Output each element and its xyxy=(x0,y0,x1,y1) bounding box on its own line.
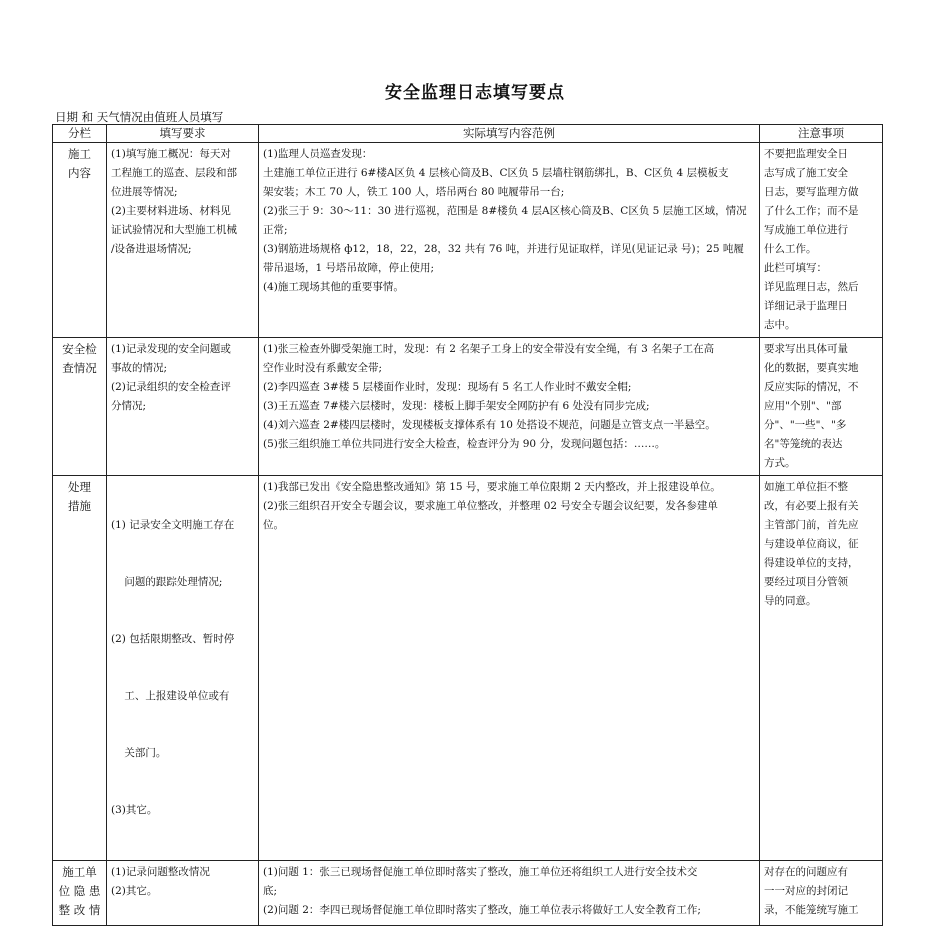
notes-cell xyxy=(760,476,883,861)
requirement-line: 关部门。 xyxy=(111,747,167,759)
note-line: 志写成了施工安全 xyxy=(764,167,848,179)
table-row xyxy=(53,143,883,338)
table-row xyxy=(53,338,883,476)
example-line: 底; xyxy=(263,885,278,897)
note-line: 反应实际的情况，不 xyxy=(764,381,859,393)
note-line: 名"等笼统的表达 xyxy=(764,438,843,450)
requirement-line: 问题的跟踪处理情况; xyxy=(111,576,223,588)
note-line: 要经过项目分管领 xyxy=(764,576,848,588)
example-line: (5)张三组织施工单位共同进行安全大检查，检查评分为 90 分，发现问题包括：……。 xyxy=(263,438,666,450)
example-line: (4)施工现场其他的重要事情。 xyxy=(263,281,404,293)
note-line: 改，有必要上报有关 xyxy=(764,500,859,512)
header-notes: 注意事项 xyxy=(760,125,883,143)
requirement-line: (1)记录发现的安全问题或 xyxy=(111,343,231,355)
requirement-line: (1) 记录安全文明施工存在 xyxy=(111,519,235,531)
document-subtitle: 日期 和 天气情况由值班人员填写 xyxy=(55,110,224,124)
note-line: 此栏可填写： xyxy=(764,262,827,274)
table-row xyxy=(53,861,883,926)
requirement-line: 分情况; xyxy=(111,400,147,412)
note-line: 详细记录于监理日 xyxy=(764,300,848,312)
note-line: 导的同意。 xyxy=(764,595,817,607)
table-header-row xyxy=(53,125,883,143)
requirement-line: 工、上报建设单位或有 xyxy=(111,690,230,702)
example-line: 正常; xyxy=(263,224,288,236)
category-text: 施工 xyxy=(68,147,91,161)
note-line: 对存在的问题应有 xyxy=(764,866,848,878)
note-line: 志中。 xyxy=(764,319,796,331)
example-line: 带吊退场，1 号塔吊故障，停止使用; xyxy=(263,262,435,274)
example-line: 架安装；木工 70 人，铁工 100 人，塔吊两台 80 吨履带吊一台; xyxy=(263,186,565,198)
category-text: 处理 xyxy=(68,480,91,494)
requirement-line: 工程施工的巡查、层段和部 xyxy=(111,167,237,179)
example-line: (2)问题 2：李四已现场督促施工单位即时落实了整改，施工单位表示将做好工人安全教育工作; xyxy=(263,904,701,916)
requirement-line: (1)记录问题整改情况 xyxy=(111,866,210,878)
requirements-cell xyxy=(107,143,259,338)
example-line: 空作业时没有系戴安全带; xyxy=(263,362,383,374)
note-line: 一一对应的封闭记 xyxy=(764,885,848,897)
example-line: (3)钢筋进场规格 ф12，18，22，28，32 共有 76 吨，并进行见证取样，详见(见证记录 号)；25 吨履 xyxy=(263,243,744,255)
requirement-line: 证试验情况和大型施工机械 xyxy=(111,224,237,236)
note-line: 了什么工作；而不是 xyxy=(764,205,859,217)
note-line: 如施工单位拒不整 xyxy=(764,481,848,493)
example-line: 位。 xyxy=(263,519,284,531)
note-line: 分"、"一些"、"多 xyxy=(764,419,847,431)
requirements-cell xyxy=(107,338,259,476)
note-line: 得建设单位的支持， xyxy=(764,557,859,569)
category-text: 整 改 情 xyxy=(58,903,101,917)
notes-cell xyxy=(760,338,883,476)
requirements-cell xyxy=(107,861,259,926)
examples-cell xyxy=(259,476,760,861)
category-text: 安全检 xyxy=(62,342,97,356)
note-line: 化的数据，要真实地 xyxy=(764,362,859,374)
note-line: 应用"个别"、"部 xyxy=(764,400,842,412)
notes-cell xyxy=(760,861,883,926)
note-line: 详见监理日志，然后 xyxy=(764,281,859,293)
header-category: 分栏 xyxy=(53,125,107,143)
example-line: 土建施工单位正进行 6#楼A区负 4 层核心筒及B、C区负 5 层墙柱钢筋绑扎，B、C区负 4 层模板支 xyxy=(263,167,729,179)
note-line: 写成施工单位进行 xyxy=(764,224,848,236)
header-examples: 实际填写内容范例 xyxy=(259,125,760,143)
requirement-line: (2)其它。 xyxy=(111,885,158,897)
category-text: 措施 xyxy=(68,499,91,513)
note-line: 与建设单位商议，征 xyxy=(764,538,859,550)
category-cell xyxy=(53,143,107,338)
example-line: (4)刘六巡查 2#楼四层楼时，发现楼板支撑体系有 10 处搭设不规范，问题是立管支点一半悬空。 xyxy=(263,419,716,431)
category-text: 内容 xyxy=(68,166,91,180)
example-line: (1)我部已发出《安全隐患整改通知》第 15 号，要求施工单位限期 2 天内整改，并上报建设单位。 xyxy=(263,481,721,493)
category-cell xyxy=(53,476,107,861)
requirement-line: (2)记录组织的安全检查评 xyxy=(111,381,231,393)
note-line: 日志，要写监理方做 xyxy=(764,186,859,198)
example-line: (1)问题 1：张三已现场督促施工单位即时落实了整改，施工单位还将组织工人进行安全技术交 xyxy=(263,866,698,878)
guideline-table xyxy=(52,124,883,926)
example-line: (2)李四巡查 3#楼 5 层楼面作业时，发现：现场有 5 名工人作业时不戴安全帽; xyxy=(263,381,632,393)
requirements-cell xyxy=(107,476,259,861)
note-line: 什么工作。 xyxy=(764,243,817,255)
example-line: (1)监理人员巡查发现： xyxy=(263,148,373,160)
examples-cell xyxy=(259,338,760,476)
requirement-line: (3)其它。 xyxy=(111,804,158,816)
example-line: (1)张三检查外脚受架施工时，发现：有 2 名架子工身上的安全带没有安全绳，有 3 名架子工在高 xyxy=(263,343,715,355)
example-line: (2)张三组织召开安全专题会议，要求施工单位整改，并整理 02 号安全专题会议纪要，发各参建单 xyxy=(263,500,718,512)
note-line: 方式。 xyxy=(764,457,796,469)
category-text: 施工单 xyxy=(62,865,97,879)
example-line: (2)张三于 9：30～11：30 进行巡视，范围是 8#楼负 4 层A区核心筒及B、C区负 5 层施工区域，情况 xyxy=(263,205,747,217)
requirement-line: (2) 包括限期整改、暂时停 xyxy=(111,633,235,645)
note-line: 要求写出具体可量 xyxy=(764,343,848,355)
table-row xyxy=(53,476,883,861)
note-line: 录，不能笼统写施工 xyxy=(764,904,859,916)
requirement-line: (1)填写施工概况：每天对 xyxy=(111,148,231,160)
note-line: 主管部门前，首先应 xyxy=(764,519,859,531)
requirement-line: /设备进退场情况; xyxy=(111,243,192,255)
requirement-line: (2)主要材料进场、材料见 xyxy=(111,205,231,217)
category-cell xyxy=(53,861,107,926)
examples-cell xyxy=(259,143,760,338)
document-title: 安全监理日志填写要点 xyxy=(385,83,565,103)
example-line: (3)王五巡查 7#楼六层楼时，发现：楼板上脚手架安全网防护有 6 处没有同步完成; xyxy=(263,400,650,412)
examples-cell xyxy=(259,861,760,926)
category-text: 位 隐 患 xyxy=(58,884,101,898)
requirement-line: 位进展等情况; xyxy=(111,186,178,198)
note-line: 不要把监理安全日 xyxy=(764,148,848,160)
category-text: 查情况 xyxy=(62,361,97,375)
header-requirements: 填写要求 xyxy=(107,125,259,143)
notes-cell xyxy=(760,143,883,338)
category-cell xyxy=(53,338,107,476)
requirement-line: 事故的情况; xyxy=(111,362,168,374)
